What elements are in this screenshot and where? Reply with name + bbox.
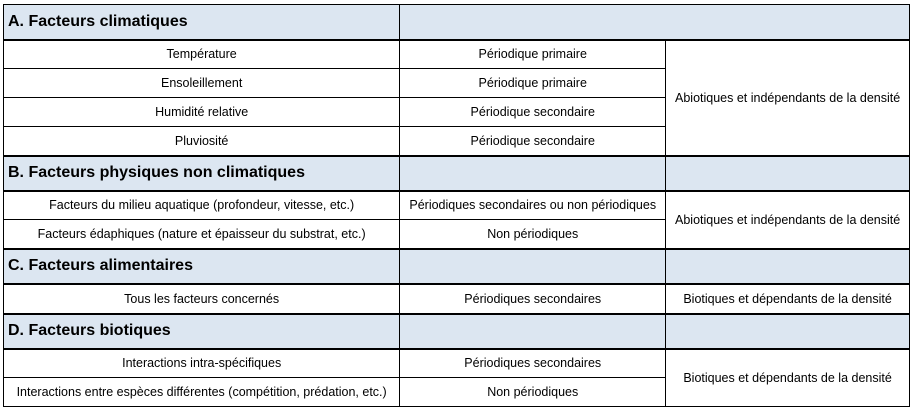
factor-cell: Température — [4, 40, 400, 69]
periodicity-cell: Périodique primaire — [400, 69, 666, 98]
periodicity-cell: Périodique primaire — [400, 40, 666, 69]
factor-cell: Interactions entre espèces différentes (compétition, prédation, etc.) — [4, 378, 400, 407]
periodicity-cell: Périodiques secondaires — [400, 349, 666, 378]
classification-cell: Abiotiques et indépendants de la densité — [666, 191, 910, 249]
factor-cell: Ensoleillement — [4, 69, 400, 98]
section-band — [400, 5, 910, 40]
ecological-factors-table — [3, 4, 910, 407]
section-band — [666, 249, 910, 284]
section-band — [400, 249, 666, 284]
periodicity-cell: Périodique secondaire — [400, 98, 666, 127]
factor-cell: Facteurs du milieu aquatique (profondeur, vitesse, etc.) — [4, 191, 400, 220]
factor-cell: Pluviosité — [4, 127, 400, 156]
periodicity-cell: Non périodiques — [400, 378, 666, 407]
section-band — [400, 314, 666, 349]
section-band — [400, 156, 666, 191]
section-header-row — [4, 5, 910, 40]
table-row — [4, 349, 910, 378]
periodicity-cell: Périodiques secondaires ou non périodiques — [400, 191, 666, 220]
table-row — [4, 284, 910, 314]
factor-cell: Facteurs édaphiques (nature et épaisseur du substrat, etc.) — [4, 220, 400, 249]
periodicity-cell: Périodiques secondaires — [400, 284, 666, 314]
periodicity-cell: Périodique secondaire — [400, 127, 666, 156]
section-title-climatic: A. Facteurs climatiques — [4, 5, 400, 40]
section-header-row — [4, 249, 910, 284]
section-band — [666, 156, 910, 191]
section-band — [666, 314, 910, 349]
section-header-row — [4, 156, 910, 191]
factor-cell: Interactions intra-spécifiques — [4, 349, 400, 378]
classification-cell: Abiotiques et indépendants de la densité — [666, 40, 910, 156]
classification-cell: Biotiques et dépendants de la densité — [666, 349, 910, 407]
section-title-food: C. Facteurs alimentaires — [4, 249, 400, 284]
periodicity-cell: Non périodiques — [400, 220, 666, 249]
classification-cell: Biotiques et dépendants de la densité — [666, 284, 910, 314]
table-row — [4, 191, 910, 220]
table-row — [4, 40, 910, 69]
section-title-physical: B. Facteurs physiques non climatiques — [4, 156, 400, 191]
section-title-biotic: D. Facteurs biotiques — [4, 314, 400, 349]
section-header-row — [4, 314, 910, 349]
factor-cell: Humidité relative — [4, 98, 400, 127]
factor-cell: Tous les facteurs concernés — [4, 284, 400, 314]
